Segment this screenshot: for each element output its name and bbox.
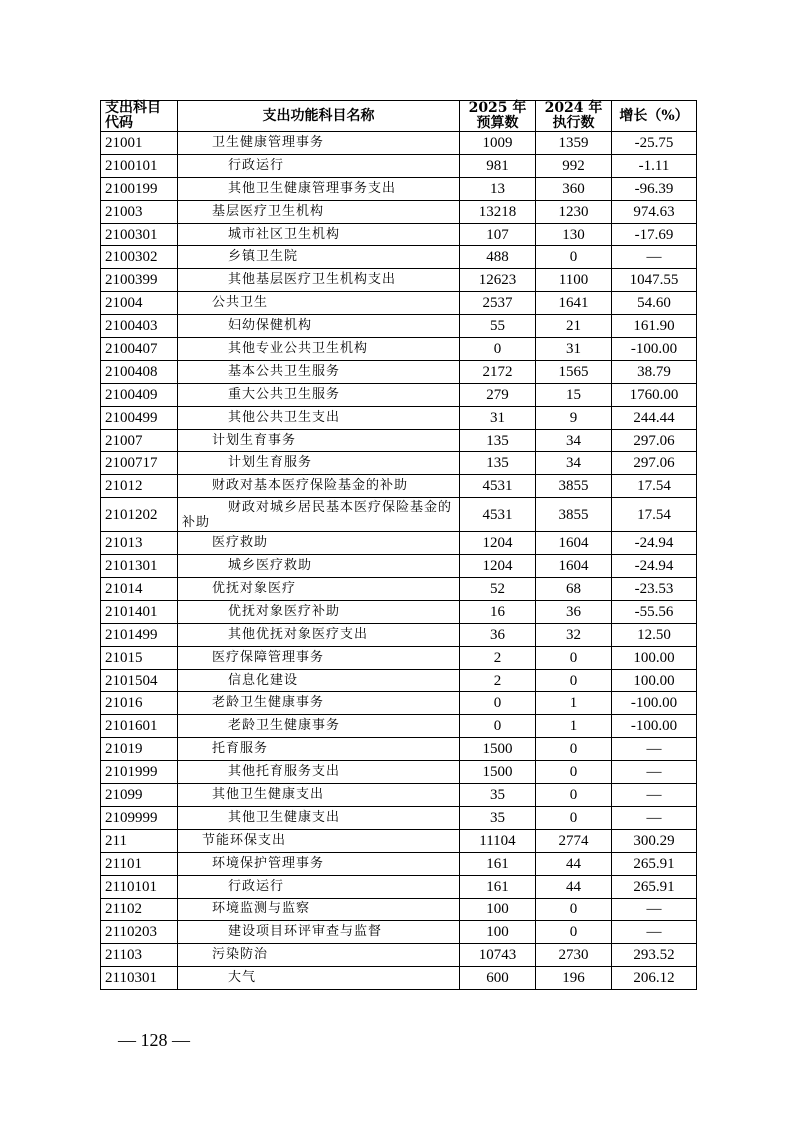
table-row — [101, 223, 697, 246]
table-row — [101, 806, 697, 829]
header-exec-2024: 2024 年执行数 — [536, 101, 612, 132]
row-growth: — — [612, 921, 697, 944]
row-code: 2100301 — [101, 223, 178, 246]
row-budget-2025: 36 — [460, 623, 536, 646]
row-exec-2024: 0 — [536, 646, 612, 669]
row-budget-2025: 135 — [460, 452, 536, 475]
table-header-row — [101, 101, 697, 132]
row-exec-2024: 0 — [536, 806, 612, 829]
row-budget-2025: 31 — [460, 406, 536, 429]
row-exec-2024: 9 — [536, 406, 612, 429]
row-code: 2100499 — [101, 406, 178, 429]
table-row — [101, 429, 697, 452]
row-name: 其他卫生健康管理事务支出 — [178, 177, 460, 200]
table-row — [101, 315, 697, 338]
row-exec-2024: 0 — [536, 669, 612, 692]
row-name: 节能环保支出 — [178, 829, 460, 852]
row-code: 21103 — [101, 944, 178, 967]
row-exec-2024: 2730 — [536, 944, 612, 967]
row-growth: 161.90 — [612, 315, 697, 338]
row-growth: 100.00 — [612, 669, 697, 692]
row-growth: 17.54 — [612, 475, 697, 498]
table-row — [101, 967, 697, 990]
row-name: 其他优抚对象医疗支出 — [178, 623, 460, 646]
table-row — [101, 852, 697, 875]
row-budget-2025: 12623 — [460, 269, 536, 292]
table-row — [101, 875, 697, 898]
row-growth: 100.00 — [612, 646, 697, 669]
row-name: 城乡医疗救助 — [178, 555, 460, 578]
row-code: 2110301 — [101, 967, 178, 990]
row-growth: 297.06 — [612, 429, 697, 452]
row-exec-2024: 0 — [536, 761, 612, 784]
row-exec-2024: 0 — [536, 738, 612, 761]
row-name: 妇幼保健机构 — [178, 315, 460, 338]
row-name: 建设项目环评审查与监督 — [178, 921, 460, 944]
row-exec-2024: 130 — [536, 223, 612, 246]
row-budget-2025: 107 — [460, 223, 536, 246]
table-row — [101, 555, 697, 578]
row-code: 2101401 — [101, 600, 178, 623]
row-name: 计划生育服务 — [178, 452, 460, 475]
row-code: 21007 — [101, 429, 178, 452]
row-growth: 244.44 — [612, 406, 697, 429]
row-growth: -100.00 — [612, 338, 697, 361]
row-name: 医疗保障管理事务 — [178, 646, 460, 669]
row-name: 行政运行 — [178, 154, 460, 177]
row-budget-2025: 13 — [460, 177, 536, 200]
table-row — [101, 600, 697, 623]
row-code: 2100403 — [101, 315, 178, 338]
row-name: 老龄卫生健康事务 — [178, 715, 460, 738]
row-budget-2025: 0 — [460, 692, 536, 715]
row-budget-2025: 1009 — [460, 132, 536, 155]
row-budget-2025: 55 — [460, 315, 536, 338]
row-growth: 1047.55 — [612, 269, 697, 292]
row-budget-2025: 2 — [460, 646, 536, 669]
row-budget-2025: 135 — [460, 429, 536, 452]
table-row — [101, 692, 697, 715]
row-growth: -100.00 — [612, 692, 697, 715]
row-exec-2024: 34 — [536, 429, 612, 452]
table-row — [101, 475, 697, 498]
row-exec-2024: 68 — [536, 578, 612, 601]
row-code: 2101499 — [101, 623, 178, 646]
row-growth: — — [612, 738, 697, 761]
row-growth: -96.39 — [612, 177, 697, 200]
row-exec-2024: 31 — [536, 338, 612, 361]
row-budget-2025: 52 — [460, 578, 536, 601]
table-row — [101, 738, 697, 761]
row-name: 基本公共卫生服务 — [178, 360, 460, 383]
row-code: 2100399 — [101, 269, 178, 292]
row-code: 2101601 — [101, 715, 178, 738]
row-name: 公共卫生 — [178, 292, 460, 315]
row-exec-2024: 992 — [536, 154, 612, 177]
row-budget-2025: 100 — [460, 921, 536, 944]
row-exec-2024: 1 — [536, 692, 612, 715]
row-growth: 17.54 — [612, 498, 697, 532]
row-code: 21016 — [101, 692, 178, 715]
row-exec-2024: 1100 — [536, 269, 612, 292]
row-exec-2024: 1565 — [536, 360, 612, 383]
row-growth: 12.50 — [612, 623, 697, 646]
row-budget-2025: 1500 — [460, 738, 536, 761]
row-exec-2024: 1 — [536, 715, 612, 738]
row-code: 21012 — [101, 475, 178, 498]
row-code: 2101504 — [101, 669, 178, 692]
row-budget-2025: 4531 — [460, 498, 536, 532]
row-budget-2025: 279 — [460, 383, 536, 406]
table-row — [101, 269, 697, 292]
row-growth: -100.00 — [612, 715, 697, 738]
table-row — [101, 246, 697, 269]
row-name: 其他专业公共卫生机构 — [178, 338, 460, 361]
row-exec-2024: 44 — [536, 875, 612, 898]
row-budget-2025: 1500 — [460, 761, 536, 784]
row-budget-2025: 981 — [460, 154, 536, 177]
row-budget-2025: 4531 — [460, 475, 536, 498]
row-budget-2025: 35 — [460, 806, 536, 829]
row-exec-2024: 1359 — [536, 132, 612, 155]
row-name: 计划生育事务 — [178, 429, 460, 452]
row-exec-2024: 1604 — [536, 555, 612, 578]
row-code: 2100409 — [101, 383, 178, 406]
row-code: 21003 — [101, 200, 178, 223]
table-row — [101, 177, 697, 200]
row-budget-2025: 161 — [460, 875, 536, 898]
row-code: 2100408 — [101, 360, 178, 383]
row-code: 2100101 — [101, 154, 178, 177]
row-growth: -24.94 — [612, 555, 697, 578]
table-row — [101, 452, 697, 475]
row-name: 环境保护管理事务 — [178, 852, 460, 875]
row-name: 其他公共卫生支出 — [178, 406, 460, 429]
row-code: 2109999 — [101, 806, 178, 829]
table-row — [101, 623, 697, 646]
table-row — [101, 646, 697, 669]
row-growth: — — [612, 806, 697, 829]
row-budget-2025: 1204 — [460, 555, 536, 578]
row-budget-2025: 2172 — [460, 360, 536, 383]
row-name: 医疗救助 — [178, 532, 460, 555]
row-code: 2101301 — [101, 555, 178, 578]
header-growth: 增长（%） — [612, 101, 697, 132]
row-growth: 974.63 — [612, 200, 697, 223]
row-code: 2101202 — [101, 498, 178, 532]
row-exec-2024: 360 — [536, 177, 612, 200]
row-exec-2024: 1230 — [536, 200, 612, 223]
row-name: 污染防治 — [178, 944, 460, 967]
row-budget-2025: 2537 — [460, 292, 536, 315]
row-name: 重大公共卫生服务 — [178, 383, 460, 406]
row-growth: -25.75 — [612, 132, 697, 155]
row-budget-2025: 488 — [460, 246, 536, 269]
row-growth: -23.53 — [612, 578, 697, 601]
budget-table-container — [100, 100, 696, 990]
header-code: 支出科目代码 — [101, 101, 178, 132]
row-name: 城市社区卫生机构 — [178, 223, 460, 246]
row-name: 财政对城乡居民基本医疗保险基金的补助 — [178, 498, 460, 532]
table-row — [101, 154, 697, 177]
row-name: 其他卫生健康支出 — [178, 806, 460, 829]
budget-table — [100, 100, 697, 990]
row-budget-2025: 2 — [460, 669, 536, 692]
row-name: 其他卫生健康支出 — [178, 784, 460, 807]
row-name: 优抚对象医疗补助 — [178, 600, 460, 623]
row-exec-2024: 44 — [536, 852, 612, 875]
row-growth: 293.52 — [612, 944, 697, 967]
table-row — [101, 532, 697, 555]
row-name: 其他托育服务支出 — [178, 761, 460, 784]
table-row — [101, 338, 697, 361]
row-code: 2110101 — [101, 875, 178, 898]
row-exec-2024: 0 — [536, 921, 612, 944]
table-body — [101, 132, 697, 990]
table-row — [101, 898, 697, 921]
row-code: 21013 — [101, 532, 178, 555]
row-code: 2100407 — [101, 338, 178, 361]
row-budget-2025: 161 — [460, 852, 536, 875]
row-growth: -17.69 — [612, 223, 697, 246]
row-name: 财政对基本医疗保险基金的补助 — [178, 475, 460, 498]
row-exec-2024: 21 — [536, 315, 612, 338]
row-name: 老龄卫生健康事务 — [178, 692, 460, 715]
row-exec-2024: 15 — [536, 383, 612, 406]
row-exec-2024: 36 — [536, 600, 612, 623]
table-row — [101, 761, 697, 784]
row-budget-2025: 600 — [460, 967, 536, 990]
row-code: 2100302 — [101, 246, 178, 269]
row-name: 卫生健康管理事务 — [178, 132, 460, 155]
row-growth: -55.56 — [612, 600, 697, 623]
row-code: 21015 — [101, 646, 178, 669]
row-code: 2100717 — [101, 452, 178, 475]
row-exec-2024: 196 — [536, 967, 612, 990]
header-name: 支出功能科目名称 — [178, 101, 460, 132]
row-code: 21001 — [101, 132, 178, 155]
row-code: 21014 — [101, 578, 178, 601]
row-exec-2024: 1604 — [536, 532, 612, 555]
row-growth: 300.29 — [612, 829, 697, 852]
row-growth: 38.79 — [612, 360, 697, 383]
row-growth: 297.06 — [612, 452, 697, 475]
row-growth: — — [612, 246, 697, 269]
row-name: 托育服务 — [178, 738, 460, 761]
row-growth: -1.11 — [612, 154, 697, 177]
page-number: — 128 — — [118, 1030, 190, 1050]
row-exec-2024: 34 — [536, 452, 612, 475]
row-budget-2025: 100 — [460, 898, 536, 921]
row-growth: 1760.00 — [612, 383, 697, 406]
row-name: 信息化建设 — [178, 669, 460, 692]
row-exec-2024: 0 — [536, 898, 612, 921]
table-row — [101, 944, 697, 967]
row-budget-2025: 10743 — [460, 944, 536, 967]
row-name: 环境监测与监察 — [178, 898, 460, 921]
row-growth: 265.91 — [612, 875, 697, 898]
row-name: 行政运行 — [178, 875, 460, 898]
row-name: 其他基层医疗卫生机构支出 — [178, 269, 460, 292]
table-row — [101, 578, 697, 601]
row-exec-2024: 1641 — [536, 292, 612, 315]
row-code: 21099 — [101, 784, 178, 807]
row-exec-2024: 0 — [536, 784, 612, 807]
row-growth: — — [612, 761, 697, 784]
table-row — [101, 406, 697, 429]
row-growth: — — [612, 898, 697, 921]
table-row — [101, 715, 697, 738]
table-row — [101, 200, 697, 223]
row-growth: 206.12 — [612, 967, 697, 990]
row-name: 优抚对象医疗 — [178, 578, 460, 601]
row-budget-2025: 35 — [460, 784, 536, 807]
row-code: 21102 — [101, 898, 178, 921]
table-row — [101, 292, 697, 315]
row-code: 21101 — [101, 852, 178, 875]
table-row — [101, 360, 697, 383]
row-exec-2024: 32 — [536, 623, 612, 646]
header-budget-2025: 2025 年预算数 — [460, 101, 536, 132]
row-budget-2025: 1204 — [460, 532, 536, 555]
row-name: 乡镇卫生院 — [178, 246, 460, 269]
row-exec-2024: 2774 — [536, 829, 612, 852]
row-name: 大气 — [178, 967, 460, 990]
table-row — [101, 784, 697, 807]
table-row — [101, 921, 697, 944]
row-code: 2101999 — [101, 761, 178, 784]
table-row — [101, 132, 697, 155]
row-code: 2110203 — [101, 921, 178, 944]
row-budget-2025: 11104 — [460, 829, 536, 852]
row-growth: -24.94 — [612, 532, 697, 555]
row-code: 211 — [101, 829, 178, 852]
row-exec-2024: 0 — [536, 246, 612, 269]
row-budget-2025: 13218 — [460, 200, 536, 223]
table-row — [101, 498, 697, 532]
table-row — [101, 383, 697, 406]
row-code: 2100199 — [101, 177, 178, 200]
row-name: 基层医疗卫生机构 — [178, 200, 460, 223]
row-budget-2025: 0 — [460, 715, 536, 738]
row-budget-2025: 16 — [460, 600, 536, 623]
row-code: 21019 — [101, 738, 178, 761]
row-exec-2024: 3855 — [536, 475, 612, 498]
table-row — [101, 829, 697, 852]
table-row — [101, 669, 697, 692]
row-growth: — — [612, 784, 697, 807]
row-growth: 54.60 — [612, 292, 697, 315]
row-growth: 265.91 — [612, 852, 697, 875]
row-budget-2025: 0 — [460, 338, 536, 361]
row-code: 21004 — [101, 292, 178, 315]
row-exec-2024: 3855 — [536, 498, 612, 532]
